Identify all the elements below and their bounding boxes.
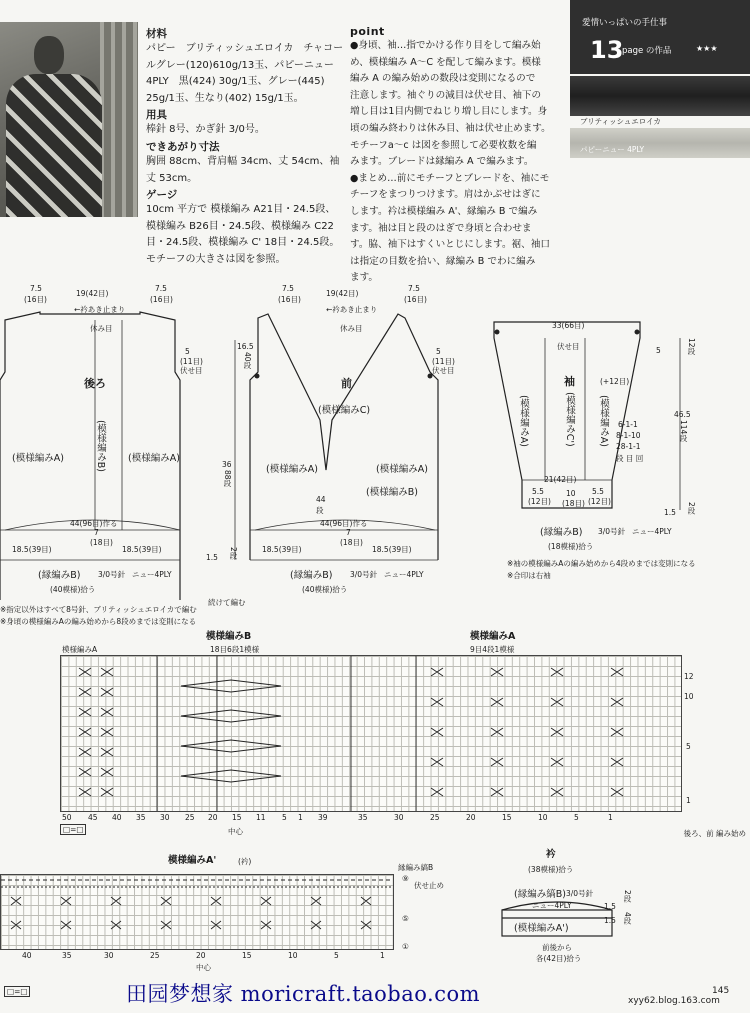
sweater-photo — [0, 22, 138, 217]
sleeve-inc-row: 28-1-1 — [616, 442, 641, 451]
back-cast-on: 44(96目)作る — [70, 519, 118, 528]
front-edge-yarn: ニュー4PLY — [384, 570, 424, 579]
collar-chart-subtitle: (衿) — [238, 857, 252, 866]
front-bottom-left: 18.5(39目) — [262, 545, 302, 554]
sleeve-top-dim: 5 — [656, 346, 661, 355]
chart-col-tick: 45 — [88, 813, 98, 822]
chart-col-tick: 15 — [502, 813, 512, 822]
collar-legend-edge: 縁編み縞B — [398, 863, 434, 872]
collar-edge: (縁編み縞B) — [514, 889, 566, 900]
sleeve-cuff-center-st: (18目) — [562, 499, 585, 508]
point-line: ●まとめ…前にモチーフとブレードを、袖にモ — [350, 172, 550, 184]
front-shoulder-left: 7.5 — [282, 284, 294, 293]
chart-col-tick: 15 — [232, 813, 242, 822]
cable-a-row — [431, 668, 623, 796]
collar-bottom-note: 前後から — [542, 943, 572, 952]
collar-knitting-chart — [0, 874, 394, 950]
back-edge: (縁編みB) — [38, 570, 81, 581]
collar-edge-needle: 3/0号針 — [566, 889, 594, 898]
sleeve-top-width: 33(66目) — [552, 321, 585, 330]
dim-hem: 1.5 — [206, 553, 218, 562]
point-line: ●身頃、袖…指でかける作り目をして編み始 — [350, 40, 541, 51]
collar-mark: ⑤ — [402, 914, 409, 923]
back-shoulder-left-st: (16目) — [24, 295, 47, 304]
back-armhole: 5 — [185, 347, 190, 356]
front-armhole: 5 — [436, 347, 441, 356]
back-bottom-left: 18.5(39目) — [12, 545, 52, 554]
gauge-heading: ゲージ — [146, 189, 178, 202]
back-edge-needle: 3/0号針 — [98, 570, 126, 579]
info-column — [146, 26, 346, 269]
point-line: みます。ブレードは縁編み A で編みます。 — [350, 156, 534, 168]
sleeve-inc-row: 段 目 回 — [616, 454, 644, 463]
sleeve-marker — [635, 330, 640, 335]
collar-title: 衿 — [546, 849, 556, 860]
collar-col-tick: 5 — [334, 951, 339, 960]
chart-col-tick: 10 — [538, 813, 548, 822]
size-text — [146, 154, 346, 187]
chart-label-b: 模様編みB — [206, 631, 252, 642]
point-line: します。衿は模様編み A'、縁編み B で編み — [350, 205, 538, 217]
back-rest: 休み目 — [90, 324, 113, 333]
chart-col-tick: 35 — [136, 813, 146, 822]
chart-col-tick: 11 — [256, 813, 266, 822]
sleeve-cuff-rows-dim: 1.5 — [664, 508, 676, 517]
chart-col-tick: 20 — [466, 813, 476, 822]
dim-neck: 16.5 — [237, 342, 254, 351]
chart-col-tick: 1 — [298, 813, 303, 822]
sleeve-edge: (縁編みB) — [540, 527, 583, 538]
sleeve-cuff-left: 5.5 — [532, 487, 544, 496]
collar-bottom-note: 各(42目)拾う — [536, 954, 582, 963]
sleeve-edge-yarn: ニュー4PLY — [632, 527, 672, 536]
collar-mark: ⑨ — [402, 874, 409, 883]
materials-line: 25g/1玉、生なり(402) 15g/1玉。 — [146, 92, 304, 104]
chart-row-tick: 1 — [686, 796, 691, 805]
back-bind-off: 伏せ目 — [180, 366, 203, 375]
page-number: 145 — [712, 986, 730, 996]
chart-label-a: 模様編みA — [470, 631, 516, 642]
front-rest: 休み目 — [340, 324, 363, 333]
materials-line: 4PLY 黒(424) 30g/1玉、グレー(445) — [146, 76, 325, 88]
front-top-width: 19(42目) — [326, 289, 359, 298]
footer-site: xyy62.blog.163.com — [628, 996, 720, 1006]
point-line: め、模様編み A～C を配して編みます。模様 — [350, 56, 541, 68]
dim-body-rows: 88段 — [223, 470, 232, 488]
front-edge: (縁編みB) — [290, 570, 333, 581]
front-bind-off: 伏せ目 — [432, 366, 455, 375]
chart-col-tick: 20 — [208, 813, 218, 822]
chart-center: 中心 — [228, 827, 243, 836]
point-line: 頃の編み終わりは休み目、袖は伏せ止めます。 — [350, 122, 551, 134]
sleeve-cuff-total: 21(42目) — [544, 475, 577, 484]
main-knitting-chart — [60, 655, 682, 812]
cable-b-row — [181, 680, 281, 782]
collar-chart-symbols — [1, 875, 393, 949]
front-armhole-st: (11目) — [432, 357, 455, 366]
chart-col-tick: 1 — [608, 813, 613, 822]
sleeve-title: 袖 — [564, 375, 575, 388]
front-bottom-center-st: (18目) — [340, 538, 363, 547]
chart-col-tick: 35 — [358, 813, 368, 822]
point-line: ます。袖は目と段のはぎで身頃と合わせま — [350, 222, 532, 234]
sleeve-increase: (+12目) — [600, 377, 630, 386]
chart-col-tick: 39 — [318, 813, 328, 822]
point-line: は指定の目数を拾い、縁編み B でわに編み — [350, 255, 536, 267]
chart-start-note: 後ろ、前 編み始め — [683, 829, 746, 838]
chart-row-tick: 10 — [684, 692, 694, 701]
gauge-line: 10cm 平方で 模様編み A21目・24.5段、 — [146, 204, 336, 216]
sleeve-pattern-center: (模様編みC') — [564, 392, 575, 447]
back-title: 後ろ — [84, 377, 106, 390]
series-title: 愛情いっぱいの手仕事 — [582, 18, 668, 28]
collar-edge-yarn: ニュー4PLY — [532, 901, 572, 910]
chart-col-tick: 30 — [160, 813, 170, 822]
collar-legend: □=□ — [4, 986, 30, 997]
front-marker — [255, 374, 260, 379]
front-v-rows-unit: 段 — [316, 506, 324, 515]
yarn1-label: ブリティッシュエロイカ — [580, 117, 661, 126]
footer-watermark: 田园梦想家 moricraft.taobao.com — [126, 982, 481, 1006]
sleeve-pattern-left: (模様編みA) — [518, 395, 529, 447]
chart-col-tick: 25 — [430, 813, 440, 822]
sleeve-cuff-right: 5.5 — [592, 487, 604, 496]
point-line: 注意します。袖ぐりの減目は伏せ目、袖下の — [350, 89, 542, 101]
sleeve-inc-row: 8-1-10 — [616, 431, 641, 440]
size-line: 丈 53cm。 — [146, 172, 198, 184]
materials-line: パピー ブリティッシュエロイカ チャコー — [146, 43, 344, 54]
front-pattern-c: (模様編みC) — [318, 405, 371, 416]
front-shoulder-left-st: (16目) — [278, 295, 301, 304]
yarn2-label: パピーニュー 4PLY — [580, 145, 645, 154]
collar-dim2-rows: 4段 — [623, 912, 632, 925]
back-top-width: 19(42目) — [76, 289, 109, 298]
back-neck-note: ←衿あき止まり — [74, 305, 126, 314]
chart-edge-label: 模様編みA — [62, 645, 98, 654]
collar-dim1-rows: 2段 — [623, 890, 632, 903]
cable-cross-row — [79, 668, 113, 796]
photo-model-body — [6, 74, 102, 217]
size-heading: できあがり寸法 — [146, 140, 220, 153]
sleeve-cuff-center: 10 — [566, 489, 576, 498]
back-bottom-center: 7 — [94, 528, 99, 537]
general-note: ※指定以外はすべて8号針、ブリティッシュエロイカで編む — [0, 605, 197, 614]
general-note: ※身頃の模様編みAの編み始めから8段めまでは変則になる — [0, 617, 197, 626]
point-line: ます。 — [350, 272, 379, 284]
front-cast-on: 44(96目)作る — [320, 519, 368, 528]
front-title: 前 — [341, 377, 352, 390]
point-line: 編み A の編み始めの数段は変則になるので — [350, 73, 536, 85]
work-number: 13 — [590, 36, 624, 64]
collar-col-tick: 35 — [62, 951, 72, 960]
chart-legend: □=□ — [60, 824, 86, 835]
chart-col-tick: 40 — [112, 813, 122, 822]
front-shoulder-right-st: (16目) — [404, 295, 427, 304]
size-line: 胸囲 88cm、背肩幅 34cm、丈 54cm、袖 — [146, 155, 340, 167]
sleeve-note: ※合印は右袖 — [507, 571, 551, 580]
back-shoulder-right-st: (16目) — [150, 295, 173, 304]
sleeve-cuff-right-st: (12目) — [588, 497, 611, 506]
sleeve-cuff-left-st: (12目) — [528, 497, 551, 506]
sleeve-marker — [495, 330, 500, 335]
sleeve-bind-off: 伏せ目 — [557, 342, 580, 351]
tools-text: 棒針 8号、かぎ針 3/0号。 — [146, 124, 265, 136]
dim-neck-rows: 40段 — [243, 352, 252, 370]
back-pattern-center: (模様編みB) — [95, 420, 106, 472]
back-pattern-left: (模様編みA) — [12, 453, 64, 464]
yarn-swatch-eroica — [570, 76, 750, 116]
front-v-rows: 44 — [316, 495, 326, 504]
back-pattern-right: (模様編みA) — [128, 453, 180, 464]
front-pattern-left: (模様編みA) — [266, 464, 318, 475]
dim-body: 36 — [222, 460, 232, 469]
chart-col-tick: 5 — [574, 813, 579, 822]
front-pattern-b: (模様編みB) — [366, 487, 418, 498]
front-edge-needle: 3/0号針 — [350, 570, 378, 579]
front-bottom-center: 7 — [346, 528, 351, 537]
front-pattern-right: (模様編みA) — [376, 464, 428, 475]
tools-heading: 用具 — [146, 109, 167, 122]
collar-pickup: (38模様)拾う — [528, 865, 574, 874]
page-word: page の作品 — [622, 46, 672, 56]
collar-col-tick: 10 — [288, 951, 298, 960]
point-column — [350, 25, 562, 287]
front-neck-note: ←衿あき止まり — [326, 305, 378, 314]
sleeve-length: 46.5 — [674, 410, 691, 419]
materials-text — [146, 41, 346, 107]
collar-legend-bind: 伏せ止め — [414, 881, 444, 890]
point-line: す。脇、袖下はすくいとじにします。裾、袖口 — [350, 239, 550, 251]
sleeve-pattern-right: (模様編みA) — [598, 395, 609, 447]
collar-col-tick: 30 — [104, 951, 114, 960]
chart-repeat-a: 9目4段1模様 — [470, 645, 515, 654]
gauge-line: 模様編み B26目・24.5段、模様編み C22 — [146, 220, 334, 232]
chart-row-tick: 5 — [686, 742, 691, 751]
photo-model-head — [34, 36, 64, 74]
sleeve-length-rows: 114段 — [679, 420, 688, 442]
collar-col-tick: 1 — [380, 951, 385, 960]
collar-col-tick: 20 — [196, 951, 206, 960]
front-bottom-right: 18.5(39目) — [372, 545, 412, 554]
point-line: 増し目は1目内側でねじり増し目にします。身 — [350, 106, 548, 118]
sleeve-top-rows: 12段 — [687, 338, 696, 356]
page-corner-box — [570, 0, 750, 74]
back-shoulder-left: 7.5 — [30, 284, 42, 293]
dim-hem-rows: 2段 — [229, 547, 238, 560]
gauge-line: モチーフの大きさは図を参照。 — [146, 253, 286, 265]
chart-col-tick: 50 — [62, 813, 72, 822]
collar-col-tick: 15 — [242, 951, 252, 960]
front-pickup: (40模様)拾う — [302, 585, 348, 594]
collar-pattern: (模様編みA') — [514, 923, 569, 934]
difficulty-stars: ★★★ — [696, 44, 718, 53]
collar-dim1: 1.5 — [604, 902, 616, 911]
chart-col-tick: 25 — [185, 813, 195, 822]
photo-fence — [100, 22, 138, 217]
point-line: モチーフa～c は図を参照して必要枚数を編 — [350, 139, 537, 151]
point-line: チーフをまつりつけます。肩はかぶせはぎに — [350, 189, 541, 201]
collar-chart-title: 模様編みA' — [168, 855, 217, 866]
materials-line: ルグレー(120)610g/13玉、パピーニュー — [146, 59, 334, 71]
sleeve-inc-row: 6-1-1 — [618, 420, 638, 429]
collar-col-tick: 25 — [150, 951, 160, 960]
collar-col-tick: 40 — [22, 951, 32, 960]
point-text — [350, 38, 562, 287]
chart-col-tick: 30 — [394, 813, 404, 822]
gauge-line: 目・24.5段、模様編み C' 18目・24.5段。 — [146, 237, 340, 249]
collar-curve — [502, 902, 612, 910]
back-bottom-center-st: (18目) — [90, 538, 113, 547]
chart-col-tick: 5 — [282, 813, 287, 822]
main-chart-symbols — [61, 656, 681, 811]
back-armhole-st: (11目) — [180, 357, 203, 366]
collar-mark: ① — [402, 942, 409, 951]
sleeve-cuff-rows: 2段 — [687, 502, 696, 515]
collar-dim2: 1.5 — [604, 916, 616, 925]
front-continue: 続けて編む — [208, 598, 246, 607]
collar-cable-row — [11, 897, 371, 929]
back-edge-yarn: ニュー4PLY — [132, 570, 172, 579]
sleeve-edge-needle: 3/0号針 — [598, 527, 626, 536]
sleeve-pickup: (18模様)拾う — [548, 542, 594, 551]
back-pickup: (40模様)拾う — [50, 585, 96, 594]
front-shoulder-right: 7.5 — [408, 284, 420, 293]
back-bottom-right: 18.5(39目) — [122, 545, 162, 554]
gauge-text — [146, 202, 346, 268]
point-heading: point — [350, 25, 385, 38]
collar-center: 中心 — [196, 963, 211, 972]
sleeve-note: ※袖の模様編みAの編み始めから4段めまでは変則になる — [507, 559, 696, 568]
back-shoulder-right: 7.5 — [155, 284, 167, 293]
chart-repeat-b: 18目6段1模様 — [210, 645, 260, 654]
chart-row-tick: 12 — [684, 672, 694, 681]
materials-heading: 材料 — [146, 28, 167, 40]
